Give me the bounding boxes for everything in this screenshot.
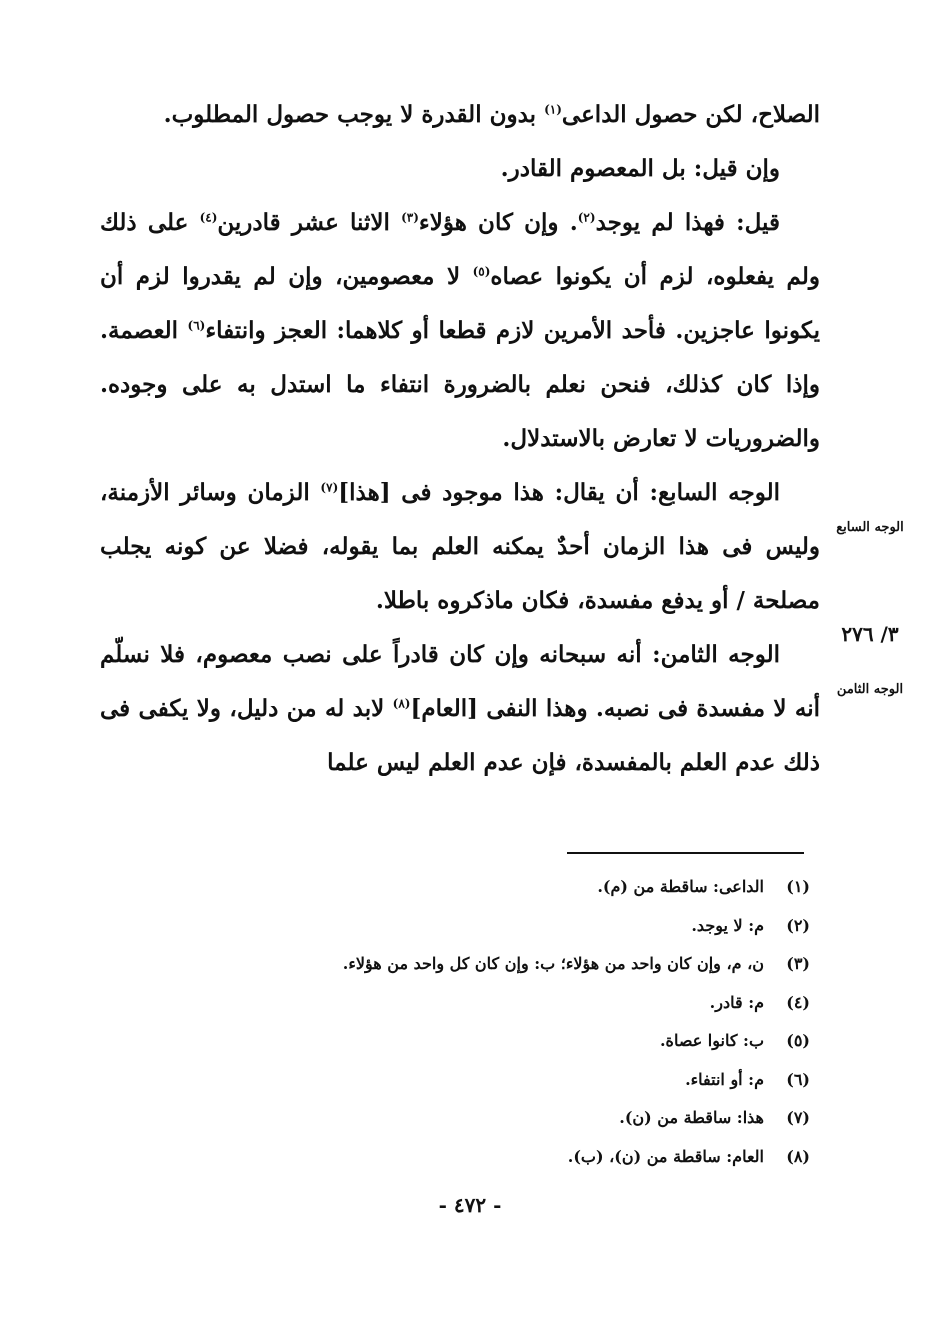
footnote-ref-3[interactable]: (٣) <box>401 210 419 225</box>
footnote-text: العام: ساقطة من (ن)، (ب). <box>567 1146 764 1166</box>
footnote-ref-4[interactable]: (٤) <box>199 210 218 225</box>
footnote-item <box>200 945 810 984</box>
footnote-text: ن، م، وإن كان واحد من هؤلاء؛ ب: وإن كان كل واحد من هؤلاء. <box>342 954 764 973</box>
paragraph-3: قيل: فهذا لم يوجد$^{(٢)}$. وإن كان هؤلاء$^{(٣)}$ الاثنا عشر قادرين$^{(٤)}$ على ذلك ولم يفعلوه، لزم أن يكونوا عصاه$^{(٥)}$ لا معصومين، وإن لم يقدروا لزم أن يكونوا عاجزين. فأحد الأمرين لازم قطعا أو كلاهما: العجز وانتفاء$^{(٦)}$ العصمة. وإذا كان كذلك، فنحن نعلم بالضرورة انتفاء ما استدل به على وجوده. والضروريات لا تعارض بالاستدلال. <box>100 209 820 452</box>
main-text <box>100 88 820 790</box>
footnote-number: (٢) <box>786 915 810 935</box>
paragraph-2: وإن قيل: بل المعصوم القادر. <box>500 155 780 182</box>
paragraph-1: الصلاح، لكن حصول الداعى$^{(١)}$ بدون القدرة لا يوجب حصول المطلوب. <box>163 101 820 128</box>
section-title-seventh: الوجه السابع <box>657 479 781 506</box>
footnote-number: (٣) <box>786 954 810 973</box>
footnote-ref-2[interactable]: (٢) <box>577 210 596 225</box>
footnote-number: (٨) <box>786 1146 810 1166</box>
footnote-ref-5[interactable]: (٥) <box>472 264 491 279</box>
footnote-number: (٥) <box>786 1031 810 1050</box>
footnote-item <box>200 984 810 1023</box>
footnote-text: م: قادر. <box>709 992 764 1012</box>
footnote-number: (٤) <box>786 992 810 1012</box>
margin-volume-ref: ٣/ ٢٧٦ <box>841 622 899 646</box>
footnote-text: م: لا يوجد. <box>691 915 764 935</box>
footnote-number: (٧) <box>786 1108 810 1127</box>
footnote-item <box>200 907 810 946</box>
footnote-ref-6[interactable]: (٦) <box>187 318 206 333</box>
footnote-text: الداعى: ساقطة من (م). <box>597 877 764 896</box>
footnote-text: ب: كانوا عصاة. <box>659 1031 764 1050</box>
footnote-text: هذا: ساقطة من (ن). <box>619 1108 764 1127</box>
margin-note-seventh: الوجه السابع <box>836 520 904 535</box>
footnote-item <box>200 1022 810 1061</box>
footnote-item <box>200 1138 810 1177</box>
section-title-eighth: الوجه الثامن <box>660 641 780 668</box>
footnote-text: م: أو انتفاء. <box>685 1069 764 1089</box>
footnote-ref-7[interactable]: (٧) <box>320 480 339 495</box>
paragraph-4: الوجه السابع: أن يقال: هذا موجود فى [هذا]$^{(٧)}$ الزمان وسائر الأزمنة، وليس فى هذا الزمان أحدٌ يمكنه العلم بما يقوله، فضلا عن كونه يجلب مصلحة / أو يدفع مفسدة، فكان ماذكروه باطلا. <box>100 479 820 614</box>
footnote-item <box>200 868 810 907</box>
footnotes <box>200 868 810 1176</box>
page-number: - ٤٧٢ - <box>438 1193 502 1217</box>
footnote-number: (١) <box>786 877 810 896</box>
footnote-number: (٦) <box>786 1069 810 1089</box>
footnote-divider <box>567 852 804 854</box>
footnote-item <box>200 1061 810 1100</box>
margin-note-eighth: الوجه الثامن <box>836 682 904 697</box>
footnote-ref-8[interactable]: (٨) <box>392 696 411 711</box>
footnote-ref-1[interactable]: (١) <box>544 102 562 117</box>
footnote-item <box>200 1099 810 1138</box>
paragraph-5: الوجه الثامن: أنه سبحانه وإن كان قادراً على نصب معصوم، فلا نسلّم أنه لا مفسدة فى نصبه. وهذا النفى [العام]$^{(٨)}$ لابد له من دليل، ولا يكفى فى ذلك عدم العلم بالمفسدة، فإن عدم العلم ليس علما <box>100 641 820 776</box>
